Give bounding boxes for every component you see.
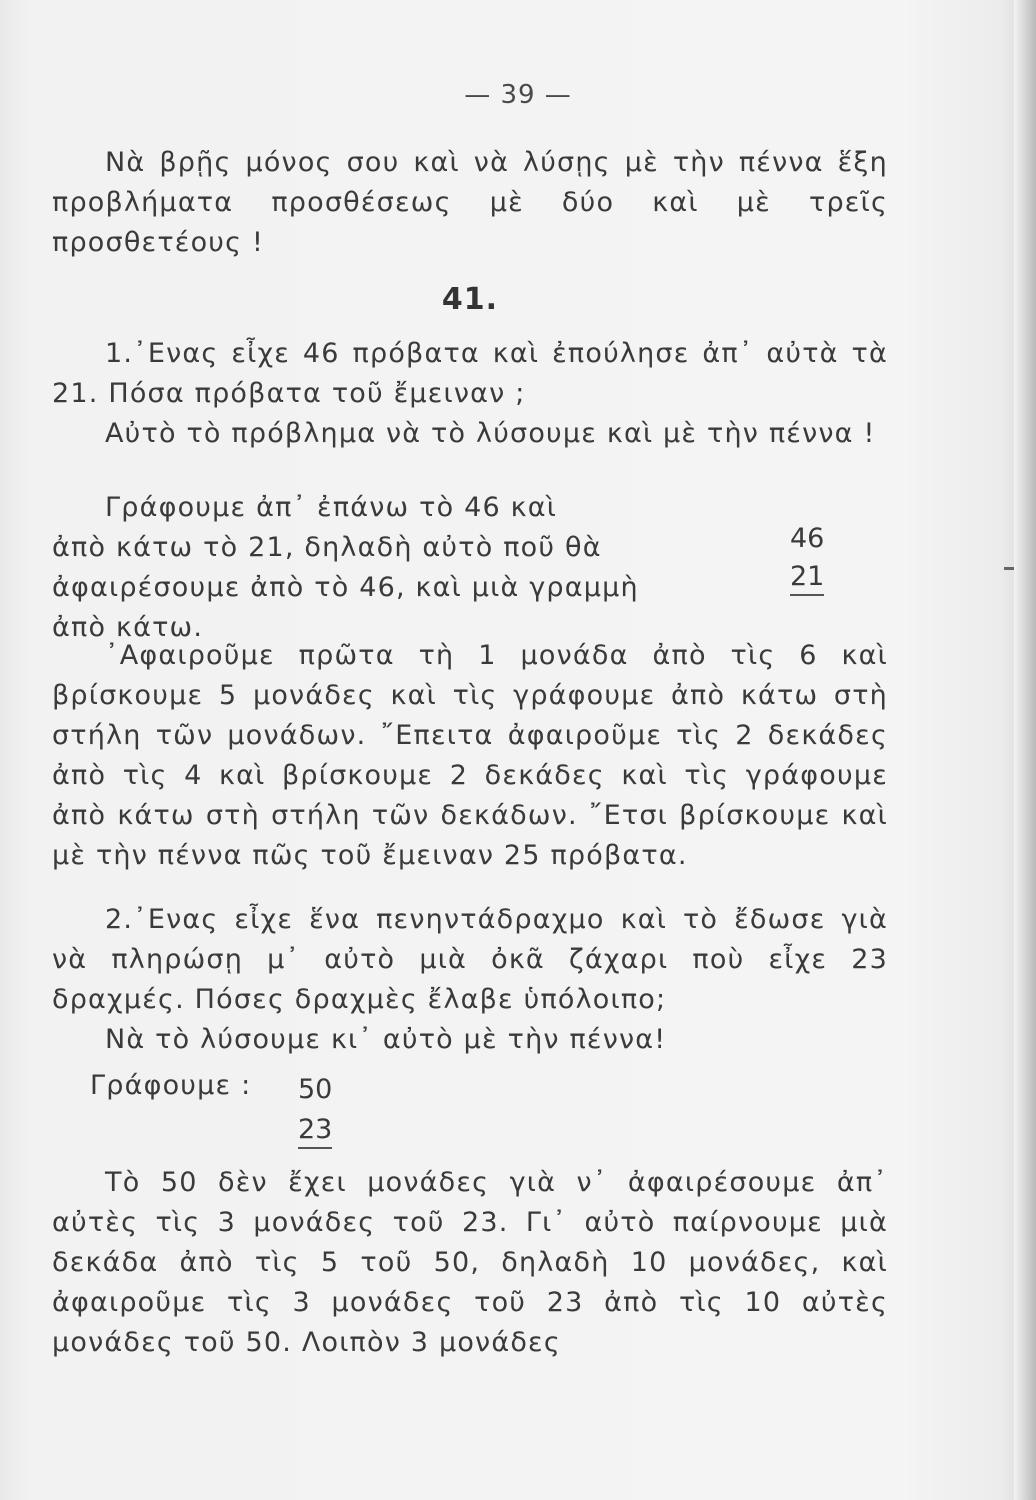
problem2-subtrahend: 23 <box>298 1113 332 1149</box>
problem2-solve-line: Νὰ τὸ λύσουμε κι᾿ αὐτὸ μὲ τὴν πέννα! <box>105 1024 667 1055</box>
problem1-block <box>52 334 888 454</box>
problem2-explanation: Τὸ 50 δὲν ἔχει μονάδες γιὰ ν᾿ ἀφαιρέσουμε ἀπ᾿ αὐτὲς τὶς 3 μονάδες τοῦ 23. Γι᾿ αὐτὸ παίρνουμε μιὰ δεκάδα ἀπὸ τὶς 5 τοῦ 50, δηλαδὴ 10 μονάδες, καὶ ἀφαιροῦμε τὶς 3 μονάδες τοῦ 23 ἀπὸ τὶς 10 αὐτὲς μονάδες τοῦ 50. Λοιπὸν 3 μονάδες <box>52 1167 888 1358</box>
problem2-write-label: Γράφουμε : <box>90 1070 252 1101</box>
problem2-explanation-block <box>52 1163 888 1363</box>
page-number: — 39 — <box>464 80 572 110</box>
intro-paragraph: Νὰ βρῇς μόνος σου καὶ νὰ λύσῃς μὲ τὴν πέννα ἕξη προβλήματα προσθέσεως μὲ δύο καὶ μὲ τρεῖς προσθετέους ! <box>52 147 888 258</box>
problem2-minuend: 50 <box>298 1074 333 1105</box>
problem1-write-block <box>52 488 772 648</box>
problem1-write-line-1: Γράφουμε ἀπ᾿ ἐπάνω τὸ 46 καὶ <box>105 492 558 523</box>
intro-block <box>52 143 888 263</box>
problem1-explanation: ᾿Αφαιροῦμε πρῶτα τὴ 1 μονάδα ἀπὸ τὶς 6 καὶ βρίσκουμε 5 μονάδες καὶ τὶς γράφουμε ἀπὸ κάτω στὴ στήλη τῶν μονάδων. ῎Επειτα ἀφαιροῦμε τὶς 2 δεκάδες ἀπὸ τὶς 4 καὶ βρίσκουμε 2 δεκάδες καὶ τὶς γράφουμε ἀπὸ κάτω στὴ στήλη τῶν δεκάδων. ῎Ετσι βρίσκουμε καὶ μὲ τὴν πέννα πῶς τοῦ ἔμειναν 25 πρόβατα. <box>52 640 888 871</box>
problem1-write-line-3: ἀφαιρέσουμε ἀπὸ τὸ 46, καὶ μιὰ γραμμὴ <box>52 572 639 603</box>
problem2-block <box>52 900 888 1060</box>
problem2-subtraction <box>298 1070 332 1150</box>
problem1-explanation-block <box>52 636 888 876</box>
problem1-write-line-2: ἀπὸ κάτω τὸ 21, δηλαδὴ αὐτὸ ποῦ θὰ <box>52 532 602 563</box>
problem1-write-line-4: ἀπὸ κάτω. <box>52 612 204 643</box>
problem1-subtraction <box>790 520 824 596</box>
problem2-statement: 2.᾿Ενας εἶχε ἕνα πενηντάδραχμο καὶ τὸ ἔδωσε γιὰ νὰ πληρώσῃ μ᾿ αὐτὸ μιὰ ὀκᾶ ζάχαρι ποὺ εἶχε 23 δραχμές. Πόσες δραχμὲς ἔλαβε ὑπόλοιπο; <box>52 904 888 1015</box>
problem1-statement: 1.᾿Ενας εἶχε 46 πρόβατα καὶ ἐπούλησε ἀπ᾿ αὐτὰ τὰ 21. Πόσα πρόβατα τοῦ ἔμειναν ; <box>52 338 888 409</box>
margin-tick-mark <box>1004 567 1014 570</box>
page-edge-shadow <box>1014 0 1036 1500</box>
problem1-subtrahend: 21 <box>790 560 824 596</box>
problem1-minuend: 46 <box>790 523 825 554</box>
problem1-solve-line: Αὐτὸ τὸ πρόβλημα νὰ τὸ λύσουμε καὶ μὲ τὴν πέννα ! <box>105 418 876 449</box>
section-number: 41. <box>441 282 499 317</box>
